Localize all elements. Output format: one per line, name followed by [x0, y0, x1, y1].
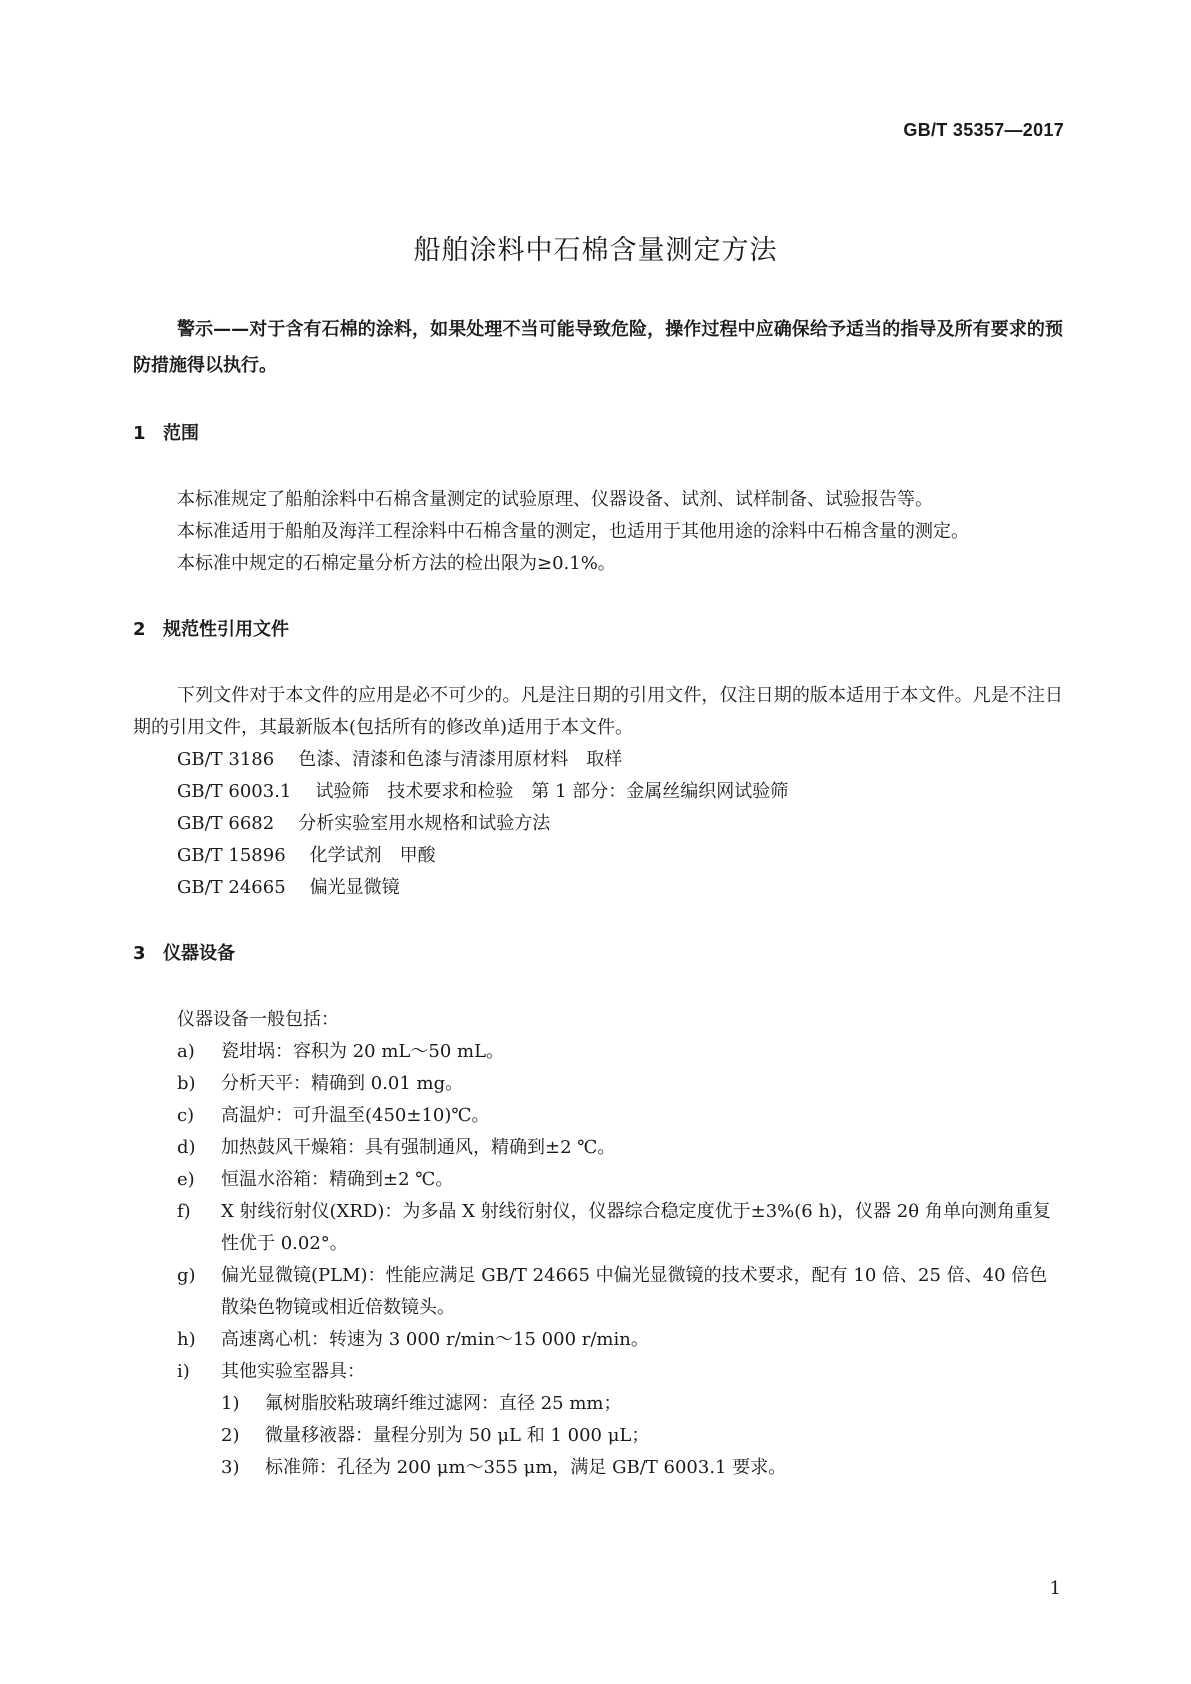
standard-code: GB/T 35357—2017 — [903, 120, 1064, 140]
reference-code: GB/T 6003.1 — [177, 781, 292, 802]
list-text: 恒温水浴箱：精确到±2 ℃。 — [221, 1169, 454, 1190]
list-item — [177, 1196, 1063, 1260]
scope-paragraph: 本标准规定了船舶涂料中石棉含量测定的试验原理、仪器设备、试剂、试样制备、试验报告等。 — [177, 489, 933, 510]
section-number: 1 — [133, 423, 146, 444]
list-marker: e) — [177, 1169, 195, 1190]
reference-title: 化学试剂 甲酸 — [309, 845, 436, 866]
list-marker: 2) — [221, 1425, 240, 1446]
reference-item — [177, 808, 1063, 840]
list-marker: a) — [177, 1041, 195, 1062]
reference-code: GB/T 6682 — [177, 813, 275, 834]
list-text: 微量移液器：量程分别为 50 μL 和 1 000 μL； — [265, 1425, 650, 1446]
list-item — [177, 1324, 1063, 1356]
reference-title: 色漆、清漆和色漆与清漆用原材料 取样 — [298, 749, 623, 770]
list-text: 瓷坩埚：容积为 20 mL～50 mL。 — [221, 1041, 505, 1062]
list-item — [177, 1100, 1063, 1132]
reference-item — [177, 776, 1063, 808]
scope-paragraph: 本标准中规定的石棉定量分析方法的检出限为≥0.1%。 — [177, 553, 616, 574]
sub-list-item — [221, 1452, 1063, 1484]
list-item — [177, 1036, 1063, 1068]
section-number: 2 — [133, 619, 146, 640]
list-text: X 射线衍射仪(XRD)：为多晶 X 射线衍射仪，仪器综合稳定度优于±3%(6 h)，仪器 2θ 角单向测角重复性优于 0.02°。 — [221, 1201, 1051, 1254]
section-title: 范围 — [163, 423, 199, 444]
reference-code: GB/T 24665 — [177, 877, 286, 898]
list-text: 偏光显微镜(PLM)：性能应满足 GB/T 24665 中偏光显微镜的技术要求，配有 10 倍、25 倍、40 倍色散染色物镜或相近倍数镜头。 — [221, 1265, 1048, 1318]
list-text: 氟树脂胶粘玻璃纤维过滤网：直径 25 mm； — [265, 1393, 622, 1414]
section-heading-scope — [133, 418, 1063, 450]
list-marker: b) — [177, 1073, 196, 1094]
reference-code: GB/T 3186 — [177, 749, 275, 770]
references-intro: 下列文件对于本文件的应用是必不可少的。凡是注日期的引用文件，仅注日期的版本适用于本文件。凡是不注日期的引用文件，其最新版本(包括所有的修改单)适用于本文件。 — [133, 685, 1063, 738]
list-item — [177, 1068, 1063, 1100]
list-text: 标准筛：孔径为 200 μm～355 μm，满足 GB/T 6003.1 要求。 — [265, 1457, 787, 1478]
list-marker: 1) — [221, 1393, 240, 1414]
reference-item — [177, 744, 1063, 776]
reference-item — [177, 840, 1063, 872]
reference-item — [177, 872, 1063, 904]
list-item — [177, 1132, 1063, 1164]
warning-text: 警示——对于含有石棉的涂料，如果处理不当可能导致危险，操作过程中应确保给予适当的指导及所有要求的预防措施得以执行。 — [133, 319, 1063, 376]
page-title: 船舶涂料中石棉含量测定方法 — [413, 235, 778, 266]
section-number: 3 — [133, 943, 146, 964]
list-item — [177, 1260, 1063, 1324]
reference-code: GB/T 15896 — [177, 845, 286, 866]
list-marker: i) — [177, 1361, 190, 1382]
list-text: 其他实验室器具： — [221, 1361, 365, 1382]
list-marker: h) — [177, 1329, 196, 1350]
list-item — [177, 1356, 1063, 1388]
scope-paragraph: 本标准适用于船舶及海洋工程涂料中石棉含量的测定，也适用于其他用途的涂料中石棉含量的测定。 — [177, 521, 969, 542]
document-body — [133, 312, 1063, 1484]
reference-title: 分析实验室用水规格和试验方法 — [298, 813, 551, 834]
sub-list-item — [221, 1420, 1063, 1452]
section-title: 仪器设备 — [163, 943, 235, 964]
list-marker: f) — [177, 1201, 191, 1222]
list-text: 高速离心机：转速为 3 000 r/min～15 000 r/min。 — [221, 1329, 649, 1350]
list-marker: d) — [177, 1137, 196, 1158]
list-marker: g) — [177, 1265, 196, 1286]
list-text: 加热鼓风干燥箱：具有强制通风，精确到±2 ℃。 — [221, 1137, 616, 1158]
reference-title: 试验筛 技术要求和检验 第 1 部分：金属丝编织网试验筛 — [315, 781, 789, 802]
list-text: 分析天平：精确到 0.01 mg。 — [221, 1073, 464, 1094]
list-item — [177, 1164, 1063, 1196]
list-text: 高温炉：可升温至(450±10)℃。 — [221, 1105, 490, 1126]
apparatus-intro: 仪器设备一般包括： — [177, 1009, 339, 1030]
list-marker: 3) — [221, 1457, 240, 1478]
section-heading-apparatus — [133, 938, 1063, 970]
section-title: 规范性引用文件 — [163, 619, 289, 640]
sub-list-item — [221, 1388, 1063, 1420]
page-number: 1 — [1049, 1578, 1061, 1599]
section-heading-references — [133, 614, 1063, 646]
reference-title: 偏光显微镜 — [309, 877, 400, 898]
list-marker: c) — [177, 1105, 195, 1126]
